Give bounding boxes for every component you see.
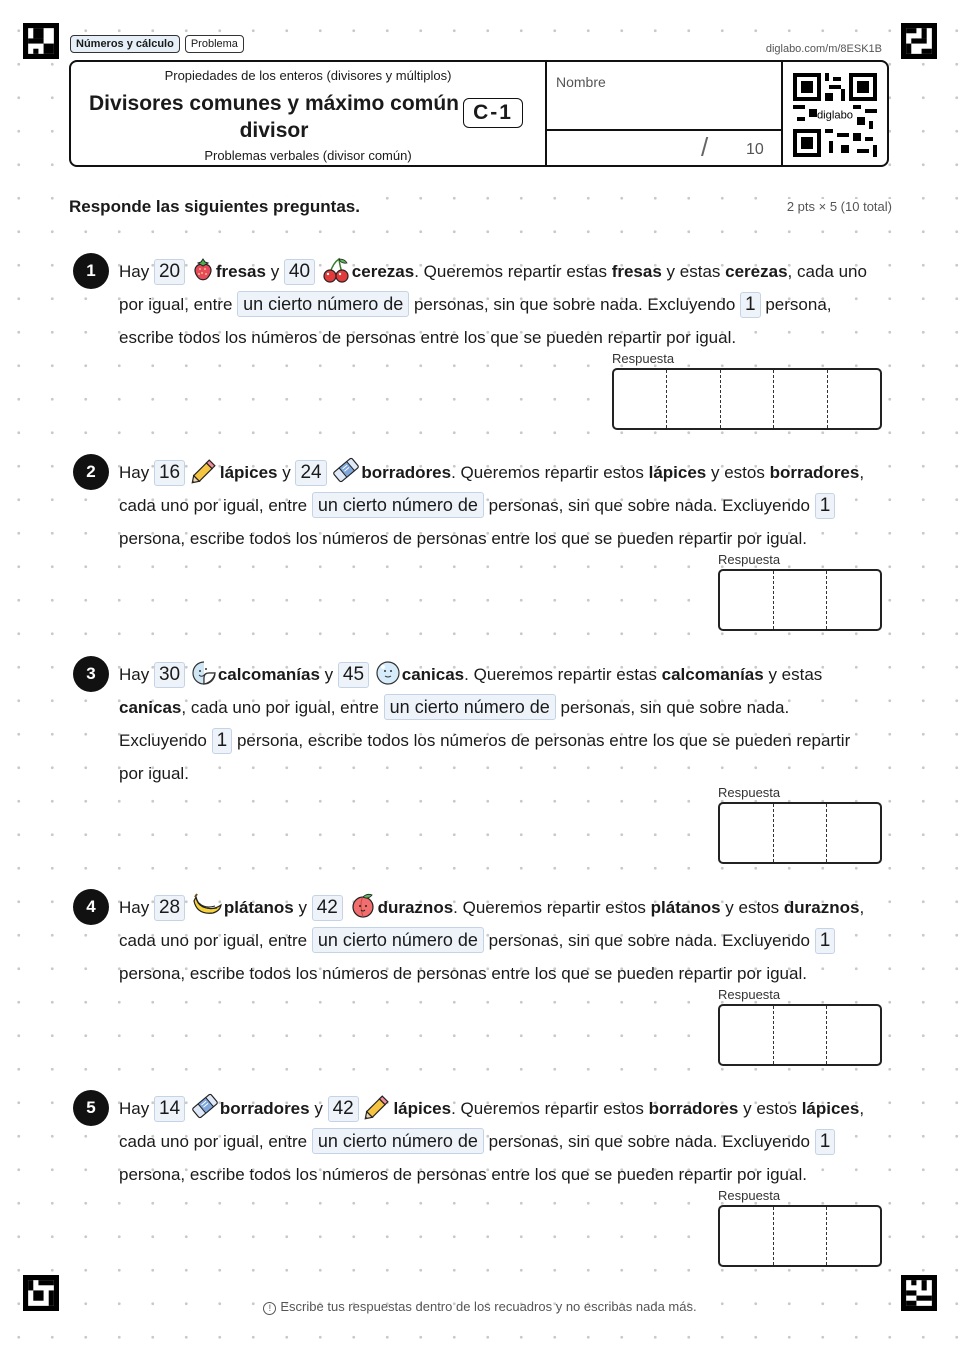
question-number: 2 bbox=[73, 454, 109, 490]
question-text: Hay 30 calcomanías y 45 canicas. Queremos repartir estas calcomanías y estas canicas, cada uno por igual, entre un cierto número de personas, sin que sobre nada. Excluyendo 1 persona, escribe todos los números de personas entre los que se pueden repartir por igual. bbox=[119, 658, 879, 790]
answer-cell[interactable] bbox=[774, 571, 828, 629]
answer-cell[interactable] bbox=[828, 370, 880, 428]
worksheet-header bbox=[69, 60, 889, 167]
answer-box[interactable] bbox=[718, 1205, 882, 1267]
text-cada-uno: cada uno por igual, entre bbox=[119, 496, 308, 515]
phrase-box: un cierto número de bbox=[237, 291, 409, 317]
word-y: y bbox=[743, 1099, 752, 1118]
item-a-name: lápices bbox=[219, 463, 278, 482]
answer-cell[interactable] bbox=[827, 1006, 880, 1064]
quantity-a-box: 30 bbox=[154, 662, 185, 688]
word-y: y bbox=[768, 665, 777, 684]
text-personas: personas, sin que sobre nada. Excluyendo bbox=[488, 1132, 810, 1151]
quantity-a-box: 28 bbox=[154, 895, 185, 921]
word-y: y bbox=[725, 898, 734, 917]
score-slash: / bbox=[701, 132, 709, 162]
strawberry-icon bbox=[191, 257, 215, 283]
answer-label: Respuesta bbox=[612, 351, 675, 366]
item-a-name: plátanos bbox=[223, 898, 294, 917]
text-persona: persona, escribe todos los números de personas entre los que se pueden repartir por igual. bbox=[119, 295, 832, 347]
determiner: estas bbox=[679, 262, 721, 281]
text-personas: personas, sin que sobre nada. Excluyendo bbox=[119, 698, 790, 750]
answer-cell[interactable] bbox=[720, 1207, 774, 1265]
item-a-name: fresas bbox=[611, 262, 662, 281]
item-a-name: borradores bbox=[219, 1099, 310, 1118]
item-a-name: calcomanías bbox=[661, 665, 764, 684]
cherry-icon bbox=[321, 257, 351, 283]
quantity-b-box: 40 bbox=[284, 259, 315, 285]
phrase-box: un cierto número de bbox=[312, 1128, 484, 1154]
question-text: Hay 14 borradores y 42 lápices. Queremos repartir estos borradores y estos lápices, cada uno por igual, entre un cierto número de personas, sin que sobre nada. Excluyendo 1 persona, escribe todos los números de personas entre los que se pueden repartir por igual. bbox=[119, 1092, 879, 1191]
determiner: estos bbox=[603, 463, 644, 482]
page-title: Divisores comunes y máximo común divisor bbox=[89, 92, 459, 142]
word-hay: Hay bbox=[119, 898, 150, 917]
text-personas: personas, sin que sobre nada. Excluyendo bbox=[413, 295, 736, 314]
question-number: 4 bbox=[73, 889, 109, 925]
points-info: 2 pts × 5 (10 total) bbox=[786, 199, 892, 214]
header-subtitle-2: Problemas verbales (divisor común) bbox=[204, 148, 412, 163]
text-persona: persona, escribe todos los números de personas entre los que se pueden repartir por igual. bbox=[119, 731, 851, 783]
instructions: Responde las siguientes preguntas. bbox=[69, 197, 360, 216]
text-personas: personas, sin que sobre nada. Excluyendo bbox=[488, 931, 810, 950]
item-b-name: canicas bbox=[119, 698, 182, 717]
word-hay: Hay bbox=[119, 665, 150, 684]
text-cada-uno: cada uno por igual, entre bbox=[119, 931, 308, 950]
answer-cell[interactable] bbox=[720, 571, 774, 629]
answer-box[interactable] bbox=[718, 1004, 882, 1066]
footer-text: Escribe tus respuestas dentro de los recuadros y no escribas nada más. bbox=[280, 1299, 697, 1314]
answer-cell[interactable] bbox=[720, 1006, 774, 1064]
answer-label: Respuesta bbox=[718, 987, 781, 1002]
determiner: estos bbox=[724, 463, 765, 482]
divider bbox=[781, 62, 783, 165]
site-url[interactable]: diglabo.com/m/8ESK1B bbox=[765, 43, 882, 55]
word-y: y bbox=[298, 898, 307, 917]
item-a-name: fresas bbox=[215, 262, 266, 281]
topic-tags bbox=[70, 35, 244, 53]
determiner: estos bbox=[738, 898, 780, 917]
question-number: 1 bbox=[73, 253, 109, 289]
tag-topic: Números y cálculo bbox=[70, 35, 180, 53]
item-b-name: cerezas bbox=[351, 262, 415, 281]
answer-label: Respuesta bbox=[718, 552, 781, 567]
eraser-icon bbox=[332, 456, 360, 484]
quantity-a-box: 14 bbox=[154, 1096, 185, 1122]
question-text: Hay 20 fresas y 40 cerezas. Queremos repartir estas fresas y estas cerezas, cada uno por igual, entre un cierto número de personas, sin que sobre nada. Excluyendo 1 persona, escribe todos los números de personas entre los que se pueden repartir por igual. bbox=[119, 255, 879, 354]
question-number: 5 bbox=[73, 1090, 109, 1126]
exclude-box: 1 bbox=[815, 1129, 836, 1155]
answer-label: Respuesta bbox=[718, 1188, 781, 1203]
determiner: estos bbox=[605, 898, 646, 917]
determiner: estas bbox=[566, 262, 607, 281]
item-a-name: plátanos bbox=[650, 898, 721, 917]
marble-icon bbox=[375, 660, 401, 686]
answer-box[interactable] bbox=[718, 802, 882, 864]
tag-type: Problema bbox=[185, 35, 244, 53]
item-a-name: calcomanías bbox=[217, 665, 320, 684]
text-cada-uno: cada uno por igual, entre bbox=[119, 1132, 308, 1151]
question-number: 3 bbox=[73, 656, 109, 692]
item-a-name: borradores bbox=[648, 1099, 739, 1118]
word-y: y bbox=[324, 665, 334, 684]
item-b-name: lápices bbox=[393, 1099, 452, 1118]
determiner: estos bbox=[603, 1099, 644, 1118]
exclude-box: 1 bbox=[212, 728, 233, 754]
word-y: y bbox=[666, 262, 676, 281]
determiner: estas bbox=[616, 665, 657, 684]
word-y: y bbox=[282, 463, 291, 482]
word-hay: Hay bbox=[119, 262, 150, 281]
exclude-box: 1 bbox=[815, 928, 836, 954]
determiner: estos bbox=[756, 1099, 797, 1118]
answer-cell[interactable] bbox=[774, 370, 827, 428]
answer-cell[interactable] bbox=[774, 804, 828, 862]
header-subtitle: Propiedades de los enteros (divisores y múltiplos) bbox=[164, 68, 452, 83]
peach-icon bbox=[349, 891, 377, 919]
text-queremos: Queremos repartir bbox=[473, 665, 612, 684]
name-field-label: Nombre bbox=[556, 74, 606, 90]
answer-label: Respuesta bbox=[718, 785, 781, 800]
item-b-name: borradores bbox=[769, 463, 860, 482]
score-total: 10 bbox=[746, 141, 764, 158]
worksheet-code: C-1 bbox=[463, 98, 523, 128]
text-queremos: Queremos repartir bbox=[462, 898, 601, 917]
answer-cell[interactable] bbox=[827, 804, 880, 862]
determiner: estas bbox=[781, 665, 823, 684]
text-persona: persona, escribe todos los números de personas entre los que se pueden repartir por igual. bbox=[119, 964, 807, 983]
answer-cell[interactable] bbox=[774, 1006, 828, 1064]
qr-code-icon[interactable] bbox=[793, 73, 877, 157]
text-cada-uno: cada uno por igual, entre bbox=[190, 698, 379, 717]
item-b-name: duraznos bbox=[783, 898, 860, 917]
word-y: y bbox=[314, 1099, 323, 1118]
text-queremos: Queremos repartir bbox=[460, 1099, 599, 1118]
footer-note bbox=[0, 1299, 960, 1315]
text-persona: persona, escribe todos los números de personas entre los que se pueden repartir por igual. bbox=[119, 1165, 807, 1184]
answer-cell[interactable] bbox=[667, 370, 720, 428]
eraser-icon bbox=[191, 1092, 219, 1120]
question-text: Hay 28 plátanos y 42 duraznos. Queremos repartir estos plátanos y estos duraznos, cada uno por igual, entre un cierto número de personas, sin que sobre nada. Excluyendo 1 persona, escribe todos los números de personas entre los que se pueden repartir por igual. bbox=[119, 891, 879, 990]
exclude-box: 1 bbox=[815, 493, 836, 519]
divider bbox=[545, 129, 782, 131]
text-persona: persona, escribe todos los números de personas entre los que se pueden repartir por igual. bbox=[119, 529, 807, 548]
quantity-b-box: 24 bbox=[295, 460, 326, 486]
phrase-box: un cierto número de bbox=[312, 927, 484, 953]
quantity-b-box: 45 bbox=[338, 662, 369, 688]
item-b-name: cerezas bbox=[725, 262, 788, 281]
answer-cell[interactable] bbox=[720, 804, 774, 862]
qr-label: diglabo bbox=[816, 109, 854, 122]
text-queremos: Queremos repartir bbox=[423, 262, 562, 281]
warning-icon: ! bbox=[263, 1302, 276, 1315]
phrase-box: un cierto número de bbox=[384, 694, 556, 720]
quantity-b-box: 42 bbox=[328, 1096, 359, 1122]
corner-marker-top-left bbox=[23, 23, 59, 59]
exclude-box: 1 bbox=[740, 292, 761, 318]
word-hay: Hay bbox=[119, 1099, 150, 1118]
answer-box[interactable] bbox=[612, 368, 882, 430]
item-a-name: lápices bbox=[648, 463, 707, 482]
corner-marker-top-right bbox=[901, 23, 937, 59]
answer-cell[interactable] bbox=[827, 571, 880, 629]
answer-cell[interactable] bbox=[774, 1207, 828, 1265]
pencil-icon bbox=[364, 1092, 392, 1120]
text-personas: personas, sin que sobre nada. Excluyendo bbox=[488, 496, 810, 515]
banana-icon bbox=[191, 891, 223, 919]
item-b-name: lápices bbox=[801, 1099, 860, 1118]
sticker-icon bbox=[191, 660, 217, 686]
item-b-name: duraznos bbox=[377, 898, 454, 917]
quantity-a-box: 16 bbox=[154, 460, 185, 486]
quantity-b-box: 42 bbox=[312, 895, 343, 921]
text-queremos: Queremos repartir bbox=[460, 463, 599, 482]
question-text: Hay 16 lápices y 24 borradores. Queremos repartir estos lápices y estos borradores, cada uno por igual, entre un cierto número de personas, sin que sobre nada. Excluyendo 1 persona, escribe todos los números de personas entre los que se pueden repartir por igual. bbox=[119, 456, 879, 555]
item-b-name: canicas bbox=[401, 665, 465, 684]
pencil-icon bbox=[191, 456, 219, 484]
divider bbox=[545, 62, 547, 165]
quantity-a-box: 20 bbox=[154, 259, 185, 285]
word-hay: Hay bbox=[119, 463, 150, 482]
answer-cell[interactable] bbox=[614, 370, 667, 428]
answer-cell[interactable] bbox=[827, 1207, 880, 1265]
answer-cell[interactable] bbox=[721, 370, 774, 428]
answer-box[interactable] bbox=[718, 569, 882, 631]
text-cada-uno: cada uno por igual, entre bbox=[119, 262, 867, 314]
word-y: y bbox=[710, 463, 720, 482]
phrase-box: un cierto número de bbox=[312, 492, 484, 518]
word-y: y bbox=[270, 262, 280, 281]
item-b-name: borradores bbox=[361, 463, 452, 482]
